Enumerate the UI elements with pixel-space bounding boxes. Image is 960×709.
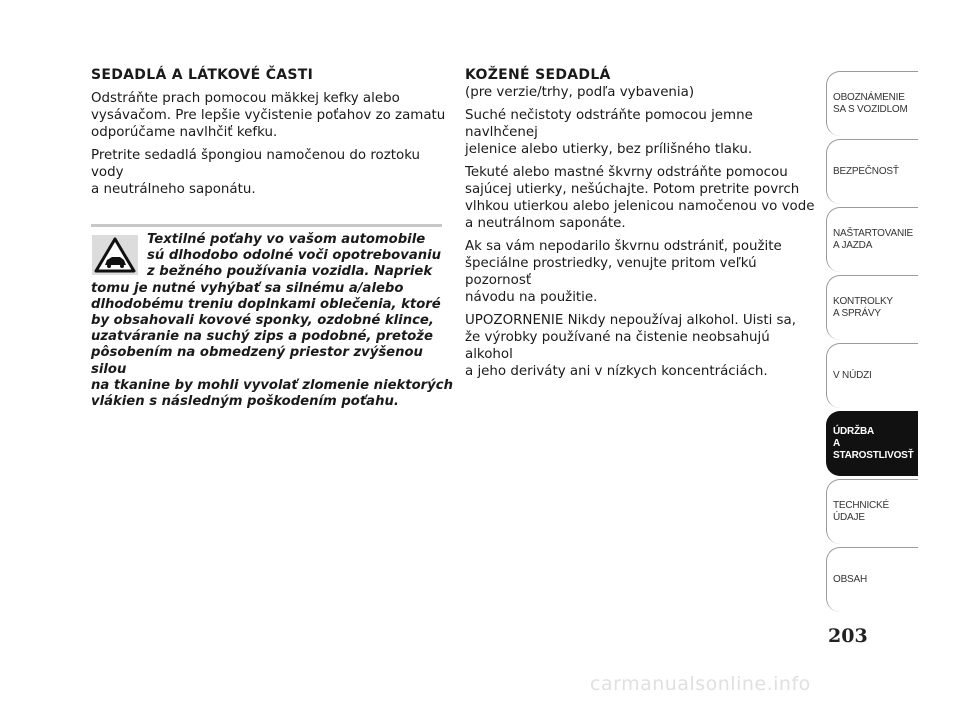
right-column (465, 67, 815, 386)
tab-udrzba[interactable] (826, 411, 918, 476)
tab-oboznamenie[interactable] (826, 71, 918, 136)
paragraph: Tekuté alebo mastné škvrny odstráňte pomocou sajúcej utierky, nešúchajte. Potom pretrite povrch vlhkou utierkou alebo jelenicou namočenou vo vode a neutrálnom saponáte. (465, 165, 815, 231)
tab-label: BEZPEČNOSŤ (833, 166, 899, 177)
warning-note (91, 232, 456, 410)
tab-label: V NÚDZI (833, 370, 872, 381)
left-column (91, 67, 446, 204)
chapter-tabs (826, 71, 918, 615)
watermark: carmanualsonline.info (590, 673, 811, 695)
paragraph: UPOZORNENIE Nikdy nepoužívaj alkohol. Uisti sa, že výrobky používané na čistenie neobsahujú alkohol a jeho deriváty ani v nízkych koncentráciách. (465, 313, 796, 379)
warning-text-body: tomu je nutné vyhýbať sa silnému a/alebo dlhodobému treniu doplnkami oblečenia, ktoré by obsahovali kovové sponky, ozdobné klince, uzatváranie na suchý zips a podobné, pretože pôsobením na obmedzený priestor zvýšenou silou na tkanine by mohli vyvolať zlomenie niektorých vlákien s následným poškodením poťahu. (91, 280, 453, 410)
warning-text-lead: Textilné poťahy vo vašom automobile sú dlhodobo odolné voči opotrebovaniu z bežného používania vozidla. Napriek (147, 232, 442, 280)
tab-label: ÚDRŽBA A STAROSTLIVOSŤ (833, 426, 914, 461)
tab-v-nudzi[interactable] (826, 343, 918, 408)
tab-obsah[interactable] (826, 547, 918, 612)
section-heading-fabric: SEDADLÁ A LÁTKOVÉ ČASTI (91, 67, 314, 83)
divider (91, 224, 442, 227)
paragraph: Odstráňte prach pomocou mäkkej kefky alebo vysávačom. Pre lepšie vyčistenie poťahov zo zamatu odporúčame navlhčiť kefku. (91, 91, 446, 140)
tab-kontrolky[interactable] (826, 275, 918, 340)
paragraph: Pretrite sedadlá špongiou namočenou do roztoku vody a neutrálneho saponátu. (91, 148, 421, 197)
tab-label: TECHNICKÉ ÚDAJE (833, 500, 889, 523)
section-heading-leather: KOŽENÉ SEDADLÁ (465, 67, 611, 83)
tab-startovanie[interactable] (826, 207, 918, 272)
tab-label: NAŠTARTOVANIE A JAZDA (833, 228, 914, 251)
tab-bezpecnost[interactable] (826, 139, 918, 204)
tab-label: OBSAH (833, 574, 868, 585)
paragraph: Ak sa vám nepodarilo škvrnu odstrániť, použite špeciálne prostriedky, venujte pritom veľkú pozornosť návodu na použitie. (465, 239, 782, 305)
paragraph: Suché nečistoty odstráňte pomocou jemne navlhčenej jelenice alebo utierky, bez prílišného tlaku. (465, 108, 753, 157)
tab-label: KONTROLKY A SPRÁVY (833, 296, 893, 319)
page-number: 203 (828, 625, 868, 647)
section-subheading: (pre verzie/trhy, podľa vybavenia) (465, 85, 695, 100)
tab-technicke-udaje[interactable] (826, 479, 918, 544)
tab-label: OBOZNÁMENIE SA S VOZIDLOM (833, 92, 908, 115)
